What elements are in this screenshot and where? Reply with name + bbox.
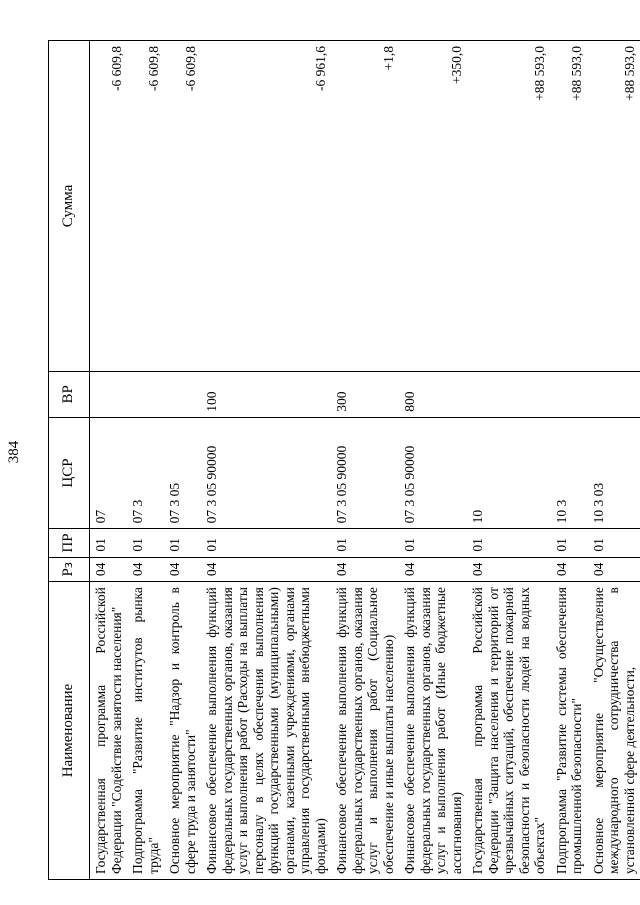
row-csr: 07	[90, 417, 128, 529]
page-number: 384	[6, 440, 22, 464]
row-sum: -6 961,6	[201, 41, 331, 372]
row-name: Основное мероприятие "Надзор и контроль в сфере труда и занятости"	[164, 582, 201, 880]
row-rz: 04	[201, 557, 331, 582]
row-pr: 01	[164, 529, 201, 557]
row-name: Государственная программа Российской Федерации "Содействие занятости населения"	[90, 582, 128, 880]
row-pr: 01	[588, 529, 640, 557]
row-name: Подпрограмма "Развитие институтов рынка труда"	[127, 582, 164, 880]
header-sum: Сумма	[49, 41, 90, 372]
row-rz: 04	[331, 557, 399, 582]
row-rz: 04	[90, 557, 128, 582]
row-pr: 01	[551, 529, 588, 557]
row-name: Подпрограмма "Развитие системы обеспечения промышленной безопасности"	[551, 582, 588, 880]
row-name: Финансовое обеспечение выполнения функций федеральных государственных органов, оказания услуг и выполнения работ (Иные бюджетные ассигнования)	[399, 582, 467, 880]
row-rz: 04	[551, 557, 588, 582]
header-vr: ВР	[49, 371, 90, 417]
budget-table	[48, 40, 640, 880]
rotated-table-container	[48, 40, 637, 880]
row-vr	[90, 371, 128, 417]
table-row	[90, 41, 128, 880]
row-sum: +350,0	[399, 41, 467, 372]
row-pr: 01	[399, 529, 467, 557]
row-vr: 800	[399, 371, 467, 417]
row-csr: 07 3 05 90000	[399, 417, 467, 529]
row-rz: 04	[588, 557, 640, 582]
header-pr: ПР	[49, 529, 90, 557]
row-name: Государственная программа Российской Федерации "Защита населения и территорий от чрезвычайных ситуаций, обеспечение пожарной безопасности и безопасности людей на водных объектах"	[467, 582, 551, 880]
row-name: Финансовое обеспечение выполнения функций федеральных государственных органов, оказания услуг и выполнения работ (Социальное обеспечение и иные выплаты населению)	[331, 582, 399, 880]
table-row	[588, 41, 640, 880]
table-row	[399, 41, 467, 880]
row-pr: 01	[467, 529, 551, 557]
row-vr	[127, 371, 164, 417]
row-rz: 04	[467, 557, 551, 582]
row-rz: 04	[127, 557, 164, 582]
row-csr: 07 3 05	[164, 417, 201, 529]
table-row	[551, 41, 588, 880]
row-vr	[164, 371, 201, 417]
row-pr: 01	[331, 529, 399, 557]
row-vr	[467, 371, 551, 417]
row-name: Основное мероприятие "Осуществление международного сотрудничества в установленной сфере деятельности,	[588, 582, 640, 880]
row-sum: +88 593,0	[467, 41, 551, 372]
row-vr: 100	[201, 371, 331, 417]
row-sum: -6 609,8	[127, 41, 164, 372]
row-csr: 07 3 05 90000	[201, 417, 331, 529]
row-rz: 04	[164, 557, 201, 582]
table-header-row	[49, 41, 90, 880]
table-row	[467, 41, 551, 880]
row-vr	[588, 371, 640, 417]
row-vr	[551, 371, 588, 417]
table-row	[331, 41, 399, 880]
row-pr: 01	[201, 529, 331, 557]
row-sum: +88 593,0	[588, 41, 640, 372]
row-csr: 07 3 05 90000	[331, 417, 399, 529]
row-sum: -6 609,8	[164, 41, 201, 372]
header-name: Наименование	[49, 582, 90, 880]
row-csr: 07 3	[127, 417, 164, 529]
table-row	[201, 41, 331, 880]
row-rz: 04	[399, 557, 467, 582]
row-csr: 10 3	[551, 417, 588, 529]
row-sum: +1,8	[331, 41, 399, 372]
row-sum: +88 593,0	[551, 41, 588, 372]
row-vr: 300	[331, 371, 399, 417]
table-row	[164, 41, 201, 880]
table-row	[127, 41, 164, 880]
header-csr: ЦСР	[49, 417, 90, 529]
row-pr: 01	[90, 529, 128, 557]
row-csr: 10	[467, 417, 551, 529]
row-pr: 01	[127, 529, 164, 557]
header-rz: Рз	[49, 557, 90, 582]
row-name: Финансовое обеспечение выполнения функций федеральных государственных органов, оказания услуг и выполнения работ (Расходы на выплаты персоналу в целях обеспечения выполнения функций государственными (муниципальными) органами, казенными учреждениями, органами управления государственными внебюджетными фондами)	[201, 582, 331, 880]
row-csr: 10 3 03	[588, 417, 640, 529]
row-sum: -6 609,8	[90, 41, 128, 372]
